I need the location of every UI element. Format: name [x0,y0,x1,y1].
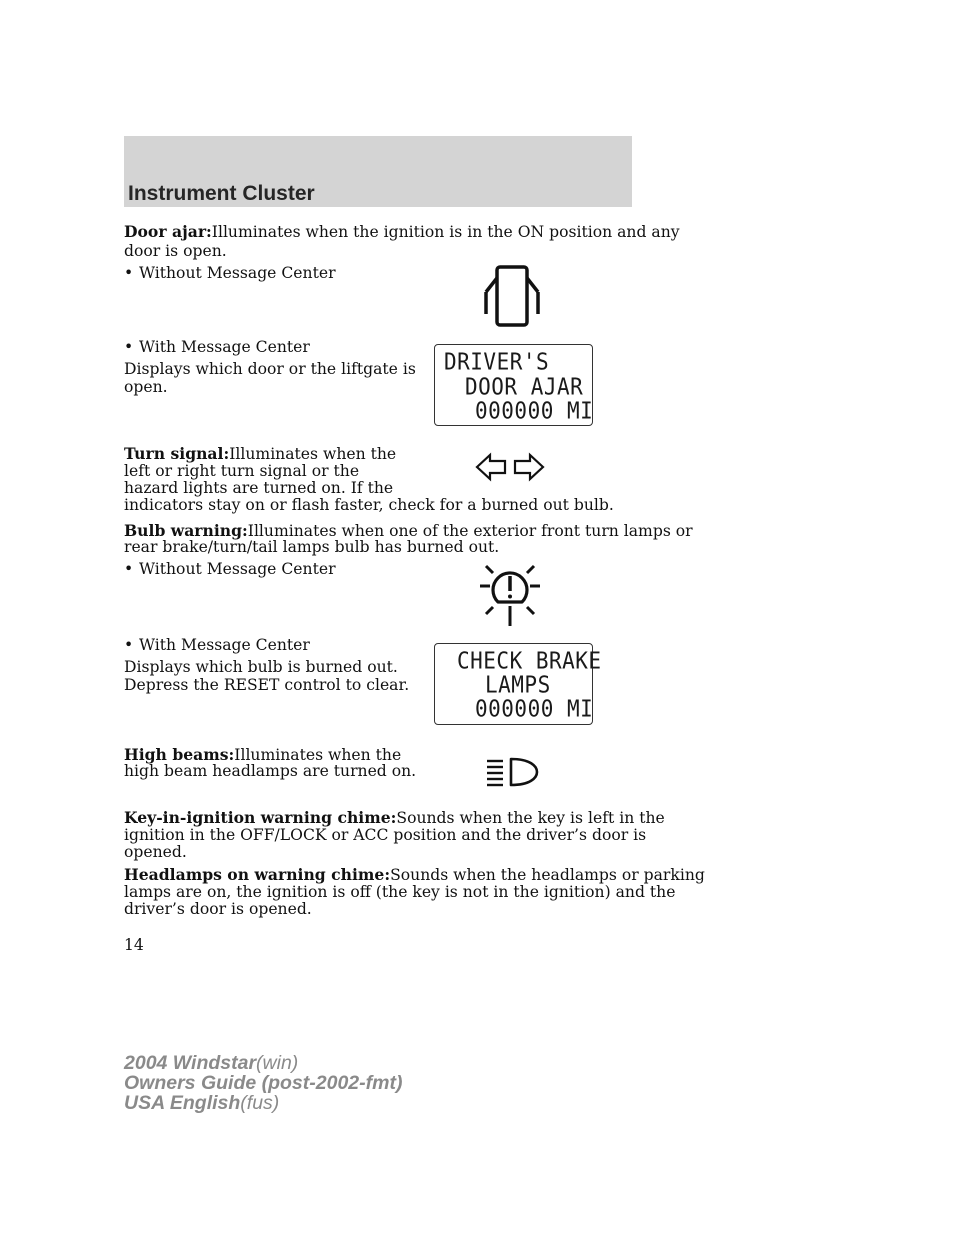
key-chime-heading: Key-in-ignition warning chime: [124,808,397,827]
high-beam-icon [484,756,540,788]
key-chime-line-3: opened. [124,843,187,861]
high-beams-heading: High beams: [124,745,235,764]
headlamp-chime-text: Sounds when the headlamps or parking [390,866,705,884]
door-ajar-bullet-without: • Without Message Center [124,264,336,282]
door-ajar-message-display [434,344,593,426]
turn-signal-heading: Turn signal: [124,444,230,463]
key-chime-line-2: ignition in the OFF/LOCK or ACC position and the driver’s door is [124,826,647,844]
headlamp-chime-line-1 [124,865,705,885]
turn-signal-line-4: indicators stay on or flash faster, check for a burned out bulb. [124,496,614,514]
headlamp-chime-line-3: driver’s door is opened. [124,900,312,918]
door-ajar-line-2: door is open. [124,242,227,260]
bulb-warning-message-display [434,643,602,725]
display-line-3: 000000 MI [475,695,594,722]
door-ajar-icon [480,262,544,328]
headlamp-chime-line-2: lamps are on, the ignition is off (the key is not in the ignition) and the [124,883,676,901]
bulb-warning-line-2: rear brake/turn/tail lamps bulb has burned out. [124,538,500,556]
bulb-warning-text: Illuminates when one of the exterior front turn lamps or [247,522,693,540]
turn-signal-line-2: left or right turn signal or the [124,462,360,480]
display-line-1: DRIVER'S [444,348,550,375]
door-ajar-bullet-with: • With Message Center [124,338,310,356]
bulb-warning-bullet-without: • Without Message Center [124,560,336,578]
door-ajar-desc-2: open. [124,378,168,396]
display-line-1: CHECK BRAKE [457,647,602,674]
turn-signal-icon [474,452,546,482]
section-title: Instrument Cluster [128,182,315,205]
display-line-3: 000000 MI [475,397,594,424]
door-ajar-line-1 [124,222,680,242]
headlamp-chime-heading: Headlamps on warning chime: [124,865,391,884]
turn-signal-line-3: hazard lights are turned on. If the [124,479,394,497]
bullet-text: With Message Center [139,338,310,356]
footer-model-code: (win) [256,1052,299,1074]
footer-line-2: Owners Guide (post-2002-fmt) [124,1072,403,1094]
section-header [124,136,632,207]
footer-line-3 [124,1092,279,1115]
turn-signal-line-1 [124,444,396,464]
page-number: 14 [124,936,144,954]
display-line-2: DOOR AJAR [465,373,584,400]
footer-language: USA English [124,1092,241,1114]
door-ajar-text: Illuminates when the ignition is in the ON position and any [211,223,680,241]
display-line-2: LAMPS [485,671,551,698]
bullet-text: Without Message Center [139,264,336,282]
door-ajar-desc-1: Displays which door or the liftgate is [124,360,416,378]
bullet-text: Without Message Center [139,560,336,578]
bulb-warning-desc-1: Displays which bulb is burned out. [124,658,398,676]
bulb-warning-bullet-with: • With Message Center [124,636,310,654]
footer-language-code: (fus) [240,1092,280,1114]
bulb-warning-desc-2: Depress the RESET control to clear. [124,676,410,694]
door-ajar-heading: Door ajar: [124,222,212,241]
key-chime-text: Sounds when the key is left in the [396,809,665,827]
bullet-text: With Message Center [139,636,310,654]
key-chime-line-1 [124,808,665,828]
bulb-warning-icon [478,558,542,628]
turn-signal-text: Illuminates when the [229,445,397,463]
footer-model: 2004 Windstar [124,1052,257,1074]
high-beams-line-2: high beam headlamps are turned on. [124,762,417,780]
high-beams-text: Illuminates when the [234,746,402,764]
bulb-warning-heading: Bulb warning: [124,521,248,540]
